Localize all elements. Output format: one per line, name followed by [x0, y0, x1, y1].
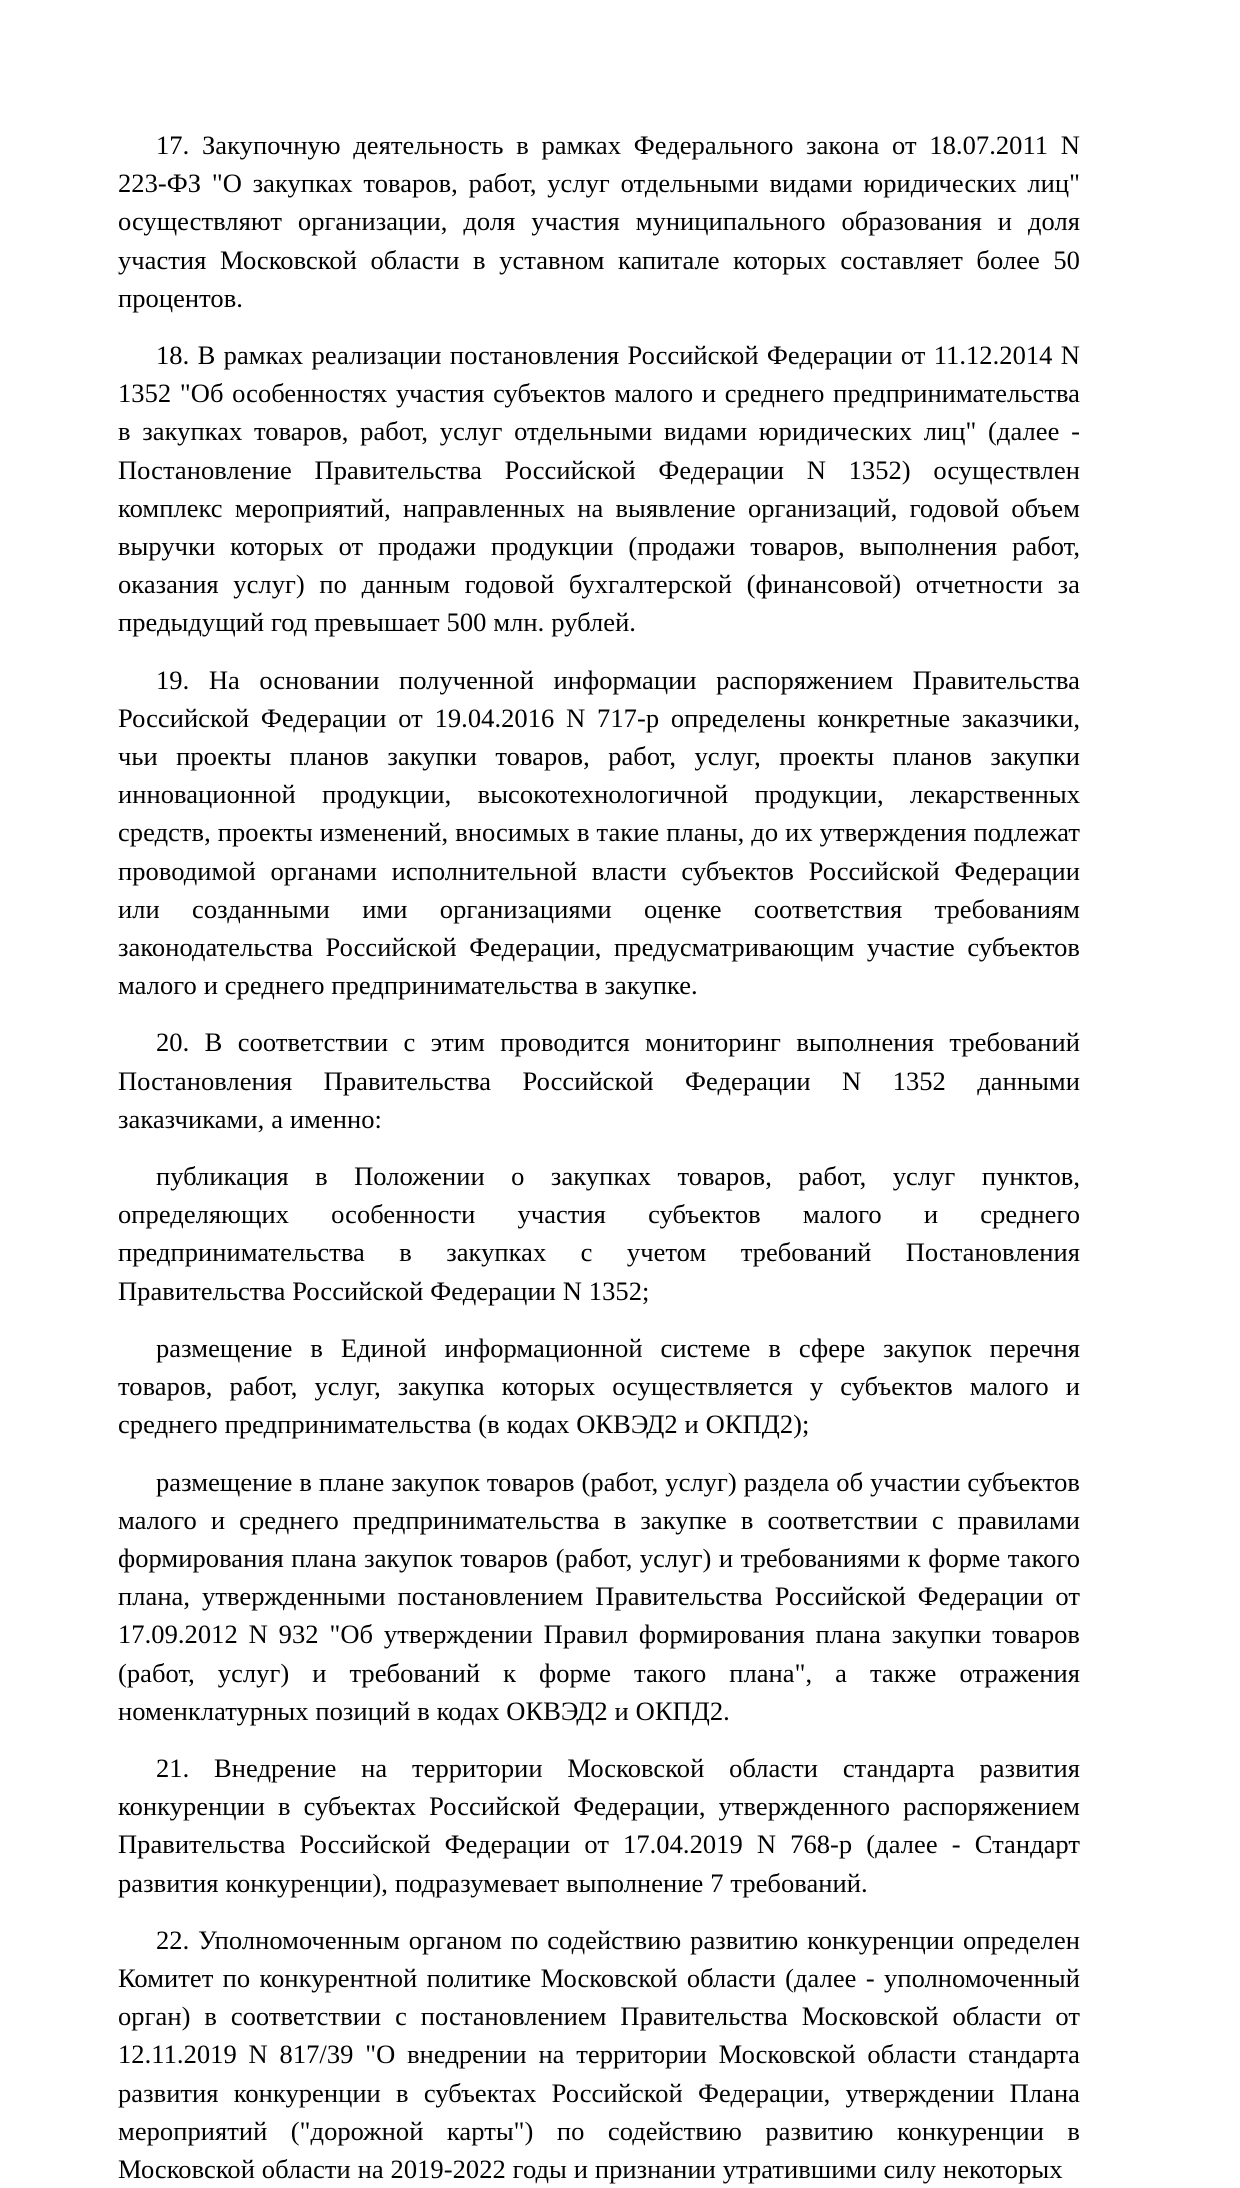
paragraph-20-item-plan-placement: размещение в плане закупок товаров (работ, услуг) раздела об участии субъектов малого и среднего предпринимательства в закупке в соответствии с правилами формирования плана закупок товаров (работ, услуг) и требованиями к форме такого плана, утвержденными постановлением Правительства Российской Федерации от 17.09.2012 N 932 "Об утверждении Правил формирования плана закупки товаров (работ, услуг) и требований к форме такого плана", а также отражения номенклатурных позиций в кодах ОКВЭД2 и ОКПД2.: [118, 1466, 1080, 1726]
paragraph-20-item-eis-placement: размещение в Единой информационной системе в сфере закупок перечня товаров, работ, услуг, закупка которых осуществляется у субъектов малого и среднего предпринимательства (в кодах ОКВЭД2 и ОКПД2);: [118, 1332, 1080, 1440]
paragraph-22: 22. Уполномоченным органом по содействию развитию конкуренции определен Комитет по конкурентной политике Московской области (далее - уполномоченный орган) в соответствии с постановлением Правительства Московской области от 12.11.2019 N 817/39 "О внедрении на территории Московской области стандарта развития конкуренции в субъектах Российской Федерации, утверждении Плана мероприятий ("дорожной карты") по содействию развитию конкуренции в Московской области на 2019-2022 годы и признании утратившими силу некоторых: [118, 1924, 1080, 2184]
paragraph-17: 17. Закупочную деятельность в рамках Федерального закона от 18.07.2011 N 223-ФЗ "О закупках товаров, работ, услуг отдельными видами юридических лиц" осуществляют организации, доля участия муниципального образования и доля участия Московской области в уставном капитале которых составляет более 50 процентов.: [118, 130, 1080, 313]
paragraph-19: 19. На основании полученной информации распоряжением Правительства Российской Федерации от 19.04.2016 N 717-р определены конкретные заказчики, чьи проекты планов закупки товаров, работ, услуг, проекты планов закупки инновационной продукции, высокотехнологичной продукции, лекарственных средств, проекты изменений, вносимых в такие планы, до их утверждения подлежат проводимой органами исполнительной власти субъектов Российской Федерации или созданными ими организациями оценке соответствия требованиям законодательства Российской Федерации, предусматривающим участие субъектов малого и среднего предпринимательства в закупке.: [118, 664, 1080, 1001]
paragraph-21: 21. Внедрение на территории Московской области стандарта развития конкуренции в субъектах Российской Федерации, утвержденного распоряжением Правительства Российской Федерации от 17.04.2019 N 768-р (далее - Стандарт развития конкуренции), подразумевает выполнение 7 требований.: [118, 1752, 1080, 1898]
document-body: [118, 126, 1080, 2188]
paragraph-20: 20. В соответствии с этим проводится мониторинг выполнения требований Постановления Правительства Российской Федерации N 1352 данными заказчиками, а именно:: [118, 1027, 1080, 1134]
paragraph-18: 18. В рамках реализации постановления Российской Федерации от 11.12.2014 N 1352 "Об особенностях участия субъектов малого и среднего предпринимательства в закупках товаров, работ, услуг отдельными видами юридических лиц" (далее - Постановление Правительства Российской Федерации N 1352) осуществлен комплекс мероприятий, направленных на выявление организаций, годовой объем выручки которых от продажи продукции (продажи товаров, выполнения работ, оказания услуг) по данным годовой бухгалтерской (финансовой) отчетности за предыдущий год превышает 500 млн. рублей.: [118, 340, 1080, 638]
paragraph-20-item-publication: публикация в Положении о закупках товаров, работ, услуг пунктов, определяющих особенности участия субъектов малого и среднего предпринимательства в закупках с учетом требований Постановления Правительства Российской Федерации N 1352;: [118, 1161, 1080, 1306]
